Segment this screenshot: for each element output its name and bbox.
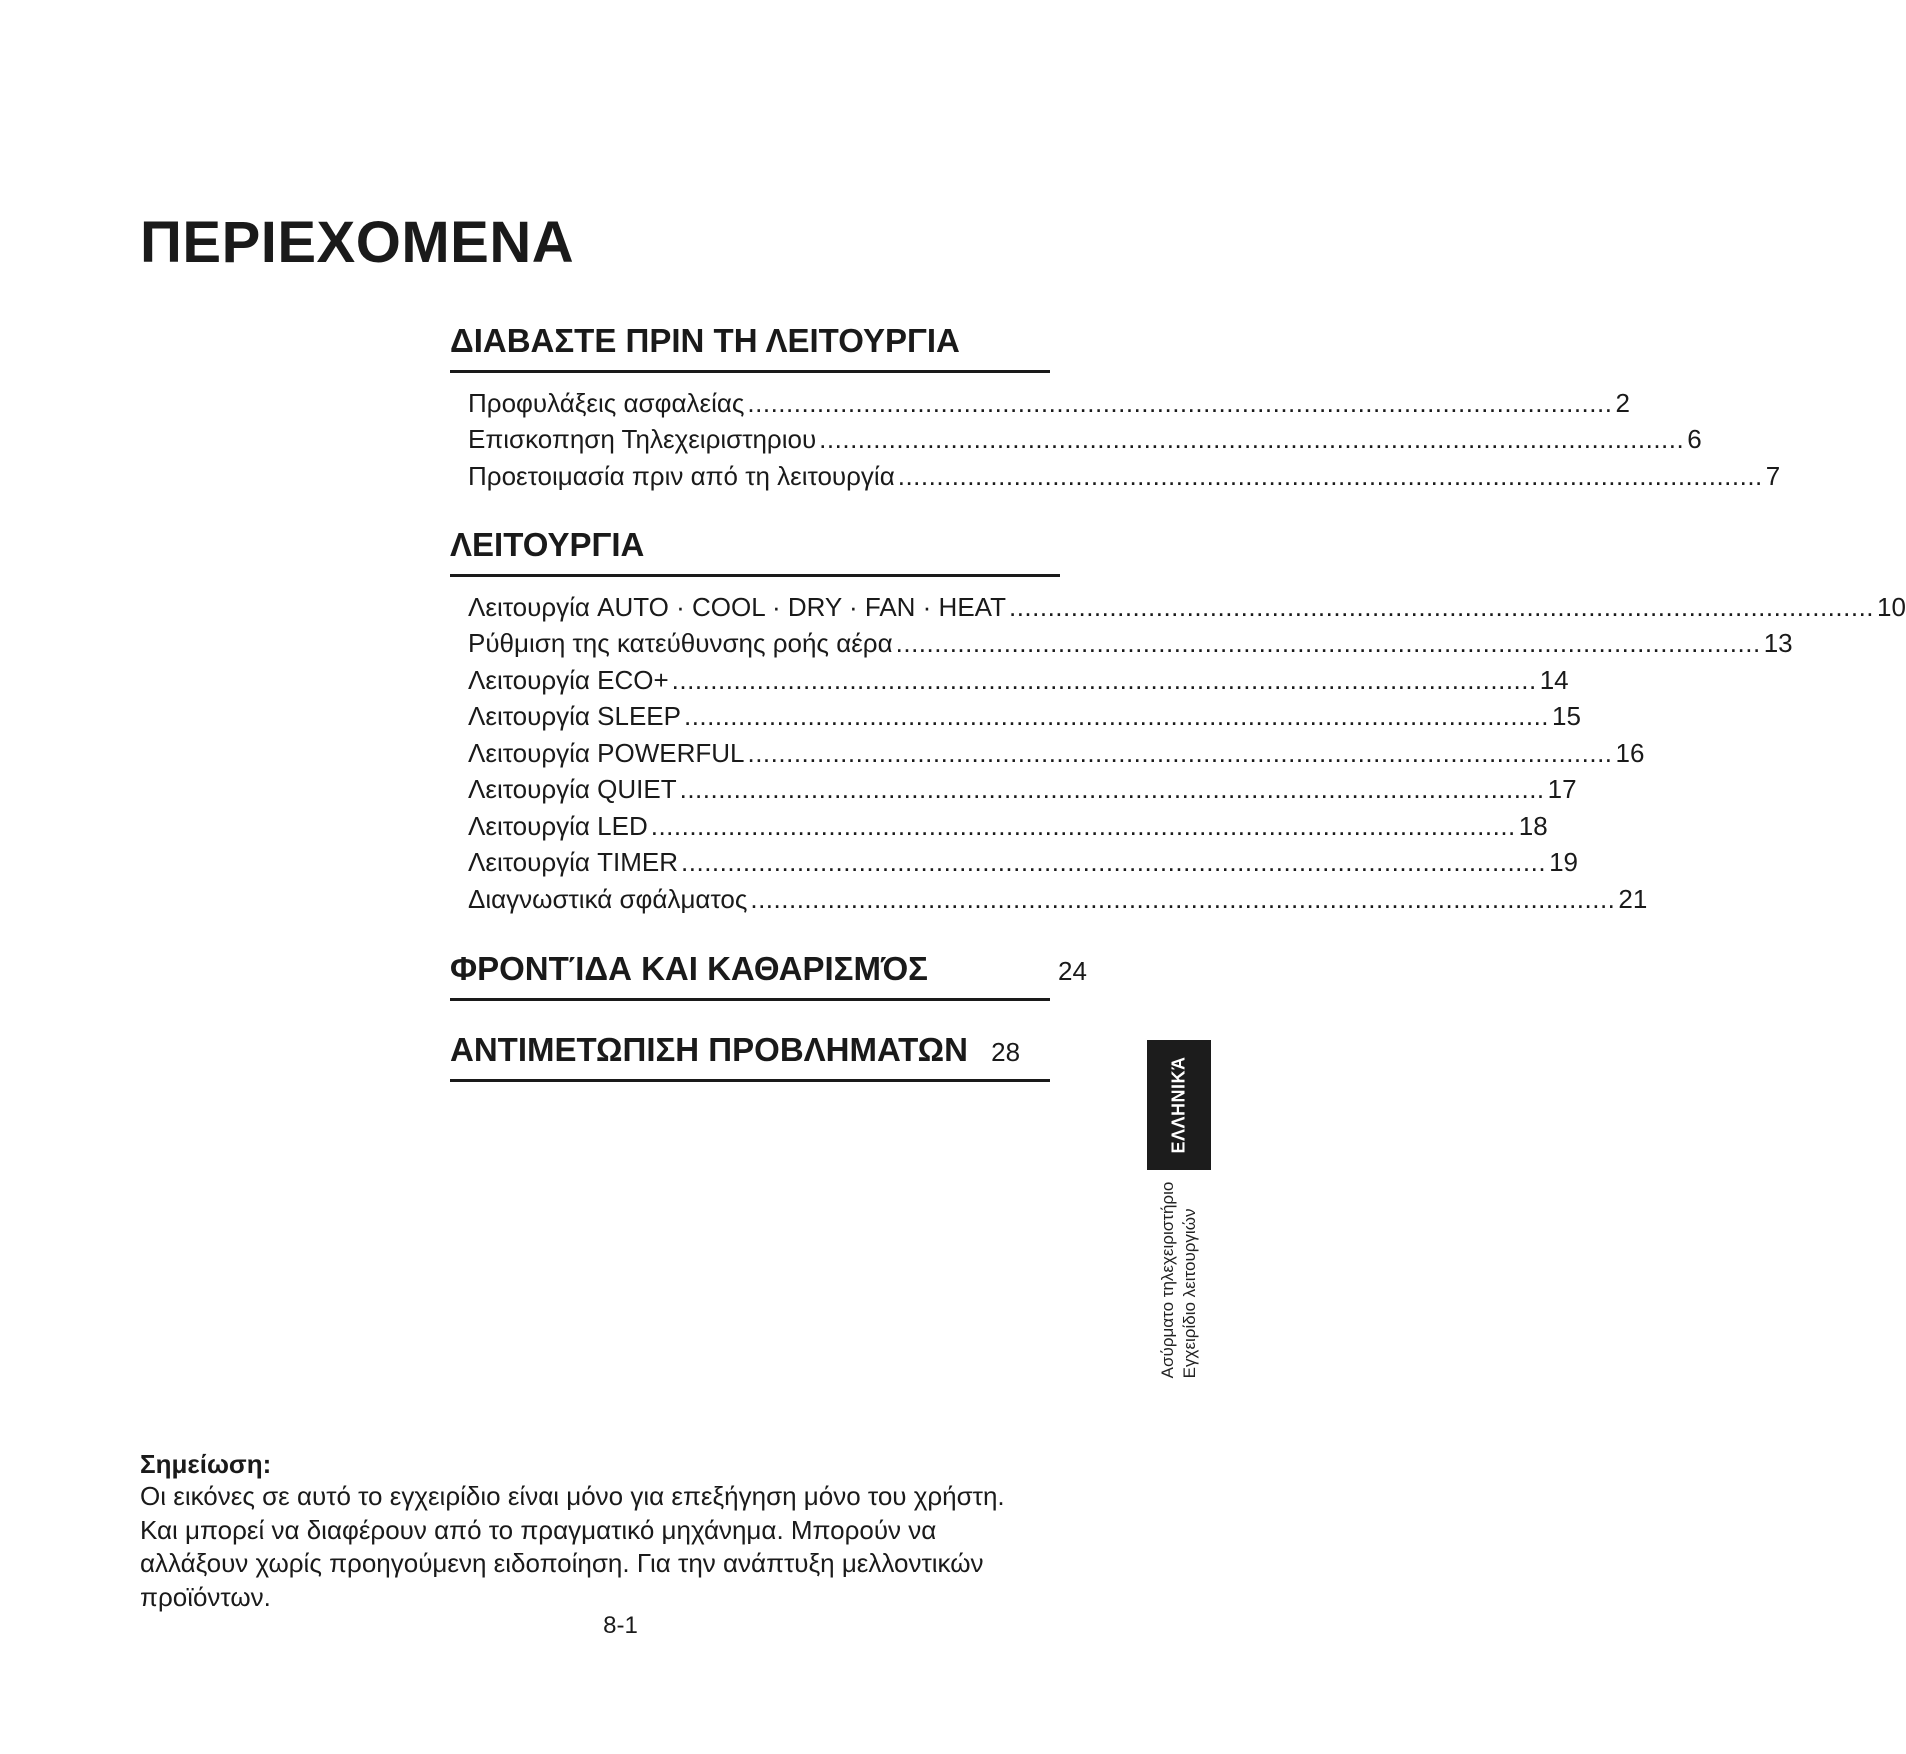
toc-entry-page: 6 <box>1687 424 1702 455</box>
note-line: Οι εικόνες σε αυτό το εγχειρίδιο είναι μόνο για επεξήγηση μόνο του χρήστη. <box>140 1481 1005 1511</box>
toc-list <box>450 385 1781 495</box>
toc-leader-dots: ................................................................................................................ <box>650 810 1516 841</box>
section-heading: ΛΕΙΤΟΥΡΓΙΑ <box>450 526 1060 577</box>
toc-entry-label: Επισκοπηση Τηλεχειριστηριου <box>468 424 817 455</box>
toc-entry-label: Προετοιμασία πριν από τη λειτουργία <box>468 460 895 491</box>
toc-leader-dots: ................................................................................................................ <box>683 701 1550 732</box>
toc-entry[interactable] <box>468 698 1581 735</box>
toc-leader-dots: ................................................................................................................ <box>897 460 1763 491</box>
page-number: 8-1 <box>603 1612 638 1639</box>
toc-entry[interactable] <box>468 625 1793 662</box>
toc-section-operation <box>450 526 1906 917</box>
toc-entry-page: 18 <box>1518 810 1548 841</box>
section-page: 24 <box>1058 955 1087 986</box>
toc-entry[interactable] <box>468 589 1906 626</box>
toc-entry-label: Λειτουργία SLEEP <box>468 701 681 732</box>
toc-entry[interactable] <box>468 771 1577 808</box>
toc-entry-label: Λειτουργία QUIET <box>468 774 677 805</box>
note-text <box>140 1480 1090 1614</box>
section-heading <box>450 1031 1050 1082</box>
section-heading-text: ΦΡΟΝΤΊΔΑ ΚΑΙ ΚΑΘΑΡΙΣΜΌΣ <box>450 950 928 987</box>
section-heading-text: ΑΝΤΙΜΕΤΩΠΙΣΗ ΠΡΟΒΛΗΜΑΤΩΝ <box>450 1031 968 1068</box>
toc-entry-page: 2 <box>1615 387 1630 418</box>
toc-leader-dots: ................................................................................................................ <box>750 883 1616 914</box>
toc-leader-dots: ................................................................................................................ <box>747 387 1613 418</box>
toc-section-care-and-cleaning[interactable] <box>450 950 1087 1001</box>
toc-entry-label: Προφυλάξεις ασφαλείας <box>468 387 745 418</box>
toc-entry[interactable] <box>468 808 1548 845</box>
toc-entry-label: Λειτουργία TIMER <box>468 847 679 878</box>
language-tab <box>1147 1040 1211 1170</box>
toc-entry-page: 14 <box>1539 664 1569 695</box>
note <box>140 1448 1090 1614</box>
section-page: 28 <box>991 1037 1021 1067</box>
toc-entry-page: 21 <box>1618 883 1648 914</box>
toc-entry-label: Ρύθμιση της κατεύθυνσης ροής αέρα <box>468 628 893 659</box>
toc-entry-label: Λειτουργία LED <box>468 810 648 841</box>
toc-leader-dots: ................................................................................................................ <box>681 847 1547 878</box>
toc-section-troubleshooting[interactable] <box>450 1031 1050 1082</box>
toc-entry[interactable] <box>468 385 1630 422</box>
note-line: προϊόντων. <box>140 1581 271 1612</box>
side-caption-line: Ασύρματο τηλεχειριστήριο <box>1158 1181 1177 1379</box>
toc-entry[interactable] <box>468 458 1781 495</box>
toc-entry-page: 13 <box>1763 628 1793 659</box>
toc-entry[interactable] <box>468 881 1648 918</box>
toc-entry-page: 15 <box>1552 701 1581 732</box>
toc-entry[interactable] <box>468 844 1578 881</box>
toc-entry-page: 17 <box>1547 774 1577 805</box>
toc-entry-label: Λειτουργία ECO+ <box>468 664 669 695</box>
side-caption-line: Εγχειρίδιο λειτουργιών <box>1180 1208 1199 1379</box>
toc-leader-dots: ................................................................................................................ <box>747 737 1613 768</box>
toc-entry-page: 16 <box>1615 737 1645 768</box>
toc-leader-dots: ................................................................................................................ <box>1008 591 1875 622</box>
toc-entry-page: 19 <box>1549 847 1578 878</box>
toc-entry-label: Διαγνωστικά σφάλματος <box>468 883 748 914</box>
toc-leader-dots: ................................................................................................................ <box>671 664 1537 695</box>
toc-list <box>450 589 1906 918</box>
toc-leader-dots: ................................................................................................................ <box>819 424 1685 455</box>
language-tab-label: ΕΛΛΗΝΙΚΆ <box>1168 1056 1189 1154</box>
toc-entry-label: Λειτουργία POWERFUL <box>468 737 745 768</box>
section-heading <box>450 950 1050 1001</box>
toc-leader-dots: ................................................................................................................ <box>895 628 1761 659</box>
note-line: αλλάξουν χωρίς προηγούμενη ειδοποίηση. Για την ανάπτυξη μελλοντικών <box>140 1548 984 1578</box>
note-title: Σημείωση: <box>140 1449 272 1479</box>
toc-section-read-before-operation <box>450 322 1781 494</box>
toc-leader-dots: ................................................................................................................ <box>679 774 1545 805</box>
toc-entry[interactable] <box>468 735 1645 772</box>
note-line: Και μπορεί να διαφέρουν από το πραγματικό μηχάνημα. Μπορούν να <box>140 1514 937 1545</box>
page-title: ΠΕΡΙΕΧΟΜΕΝΑ <box>140 210 575 275</box>
section-heading: ΔΙΑΒΑΣΤΕ ΠΡΙΝ ΤΗ ΛΕΙΤΟΥΡΓΙΑ <box>450 322 1050 373</box>
toc-entry-page: 7 <box>1765 460 1781 491</box>
toc-entry[interactable] <box>468 662 1569 699</box>
side-caption <box>1140 1181 1218 1379</box>
toc-entry-page: 10 <box>1877 591 1906 622</box>
toc-entry[interactable] <box>468 421 1702 458</box>
toc-entry-label: Λειτουργία AUTO · COOL · DRY · FAN · HEAT <box>468 591 1006 622</box>
